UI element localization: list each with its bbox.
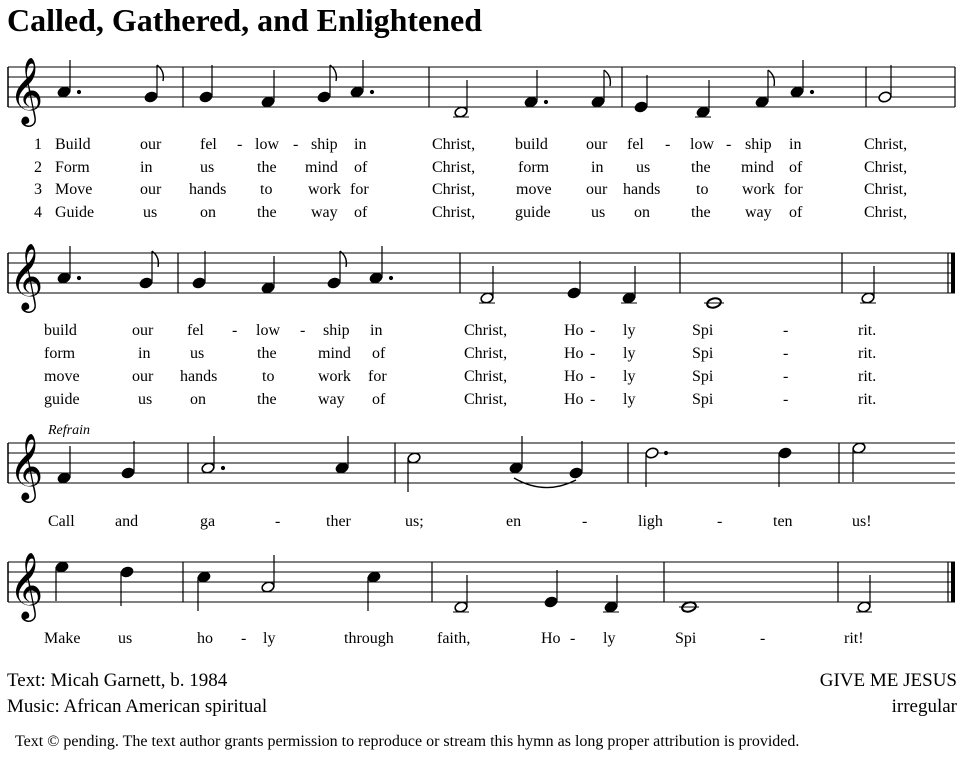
syllable: Spi (692, 345, 714, 362)
syllable: Christ, (864, 204, 908, 221)
syllable: us (143, 204, 158, 221)
syllable: - (590, 345, 596, 362)
note (261, 96, 275, 109)
syllable: ly (263, 630, 276, 647)
meter: irregular (891, 696, 957, 717)
note (261, 581, 275, 594)
syllable: of (354, 204, 368, 221)
note (261, 282, 275, 295)
syllable: Ho (564, 391, 584, 408)
syllable: of (789, 159, 803, 176)
treble-clef-icon: 𝄞 (9, 432, 44, 500)
syllable: en (506, 513, 522, 530)
staff-lines (8, 562, 955, 602)
syllable: - (293, 136, 299, 153)
syllable: way (311, 204, 338, 221)
syllable: Christ, (864, 181, 908, 198)
syllable: Spi (675, 630, 697, 647)
staff-system-1 (0, 40, 963, 140)
syllable: us (190, 345, 205, 362)
note (790, 86, 804, 99)
syllable: mind (741, 159, 774, 176)
syllable: low (690, 136, 714, 153)
note (604, 601, 618, 614)
staff-system-4 (0, 535, 963, 635)
syllable: - (241, 630, 247, 647)
syllable: our (586, 136, 608, 153)
syllable: of (354, 159, 368, 176)
syllable: form (518, 159, 550, 176)
syllable: - (665, 136, 671, 153)
syllable: Christ, (432, 204, 476, 221)
syllable: ten (773, 513, 793, 530)
syllable: us (118, 630, 133, 647)
syllable: - (760, 630, 766, 647)
notes (57, 246, 876, 309)
syllable: ship (745, 136, 772, 153)
final-barline (951, 562, 955, 602)
syllable: Christ, (464, 322, 508, 339)
syllable: in (370, 322, 383, 339)
syllable: ly (623, 322, 636, 339)
syllable: us! (852, 513, 872, 530)
note (878, 91, 892, 104)
syllable: - (582, 513, 588, 530)
note (778, 447, 792, 460)
syllable: in (591, 159, 604, 176)
syllable: move (516, 181, 552, 198)
syllable: form (44, 345, 76, 362)
syllable: Move (55, 181, 93, 198)
note (407, 452, 421, 465)
note (192, 277, 206, 290)
staff-system-3 (0, 420, 963, 520)
note (454, 106, 468, 119)
syllable: in (140, 159, 153, 176)
syllable: Ho (564, 368, 584, 385)
treble-clef-icon: 𝄞 (9, 551, 44, 619)
syllable: in (789, 136, 802, 153)
treble-clef-icon: 𝄞 (9, 56, 44, 124)
syllable: low (255, 136, 279, 153)
note (350, 86, 364, 99)
syllable: and (115, 513, 139, 530)
syllable: on (190, 391, 206, 408)
note (696, 106, 710, 119)
syllable: Christ, (432, 181, 476, 198)
syllable: mind (305, 159, 338, 176)
note (57, 272, 71, 285)
tune-name: GIVE ME JESUS (819, 670, 957, 691)
syllable: for (350, 181, 369, 198)
syllable: ligh (638, 513, 663, 530)
syllable: - (300, 322, 306, 339)
note (367, 571, 381, 584)
syllable: way (318, 391, 345, 408)
verse-number: 3 (34, 181, 42, 198)
syllable: Christ, (432, 136, 476, 153)
syllable: fel (187, 322, 204, 339)
note (121, 467, 135, 480)
syllable: - (570, 630, 576, 647)
note (591, 96, 605, 109)
note (55, 561, 69, 574)
notes (57, 60, 892, 118)
syllable: - (783, 368, 789, 385)
syllable: for (368, 368, 387, 385)
syllable: to (260, 181, 273, 198)
syllable: - (232, 322, 238, 339)
note (852, 442, 866, 455)
syllable: ly (623, 345, 636, 362)
syllable: - (590, 322, 596, 339)
note (199, 91, 213, 104)
syllable: the (257, 159, 277, 176)
syllable: Make (44, 630, 81, 647)
syllable: ho (197, 630, 213, 647)
syllable: guide (515, 204, 551, 221)
syllable: through (344, 630, 394, 647)
note (335, 462, 349, 475)
note (201, 462, 215, 475)
note (327, 277, 341, 290)
syllable: the (257, 204, 277, 221)
verse-number: 2 (34, 159, 42, 176)
syllable: our (132, 322, 154, 339)
syllable: fel (200, 136, 217, 153)
verse-number: 1 (34, 136, 42, 153)
syllable: of (372, 345, 386, 362)
notes (57, 436, 866, 492)
note (144, 91, 158, 104)
note (139, 277, 153, 290)
syllable: work (742, 181, 775, 198)
syllable: rit. (858, 322, 877, 339)
syllable: Ho (541, 630, 561, 647)
syllable: Spi (692, 368, 714, 385)
note (480, 292, 494, 305)
syllable: our (140, 181, 162, 198)
syllable: Christ, (432, 159, 476, 176)
syllable: ga (200, 513, 216, 530)
note (569, 467, 583, 480)
syllable: build (44, 322, 77, 339)
syllable: us (200, 159, 215, 176)
syllable: of (789, 204, 803, 221)
syllable: work (318, 368, 351, 385)
syllable: ly (623, 391, 636, 408)
note (120, 566, 134, 579)
syllable: - (783, 345, 789, 362)
notes (55, 555, 872, 613)
syllable: to (262, 368, 275, 385)
syllable: us; (405, 513, 424, 530)
syllable: in (354, 136, 367, 153)
syllable: - (590, 391, 596, 408)
syllable: to (696, 181, 709, 198)
refrain-label: Refrain (48, 423, 90, 438)
syllable: rit. (858, 391, 877, 408)
syllable: low (256, 322, 280, 339)
staff-lines (8, 253, 955, 293)
hymn-title: Called, Gathered, and Enlightened (7, 2, 483, 38)
verse-number: 4 (34, 204, 42, 221)
syllable: hands (623, 181, 661, 198)
syllable: our (586, 181, 608, 198)
note (197, 571, 211, 584)
syllable: in (138, 345, 151, 362)
note (509, 462, 523, 475)
syllable: ship (311, 136, 338, 153)
syllable: on (634, 204, 650, 221)
syllable: - (726, 136, 732, 153)
note (544, 596, 558, 609)
treble-clef-icon: 𝄞 (9, 242, 44, 310)
syllable: us (591, 204, 606, 221)
syllable: work (308, 181, 341, 198)
note (454, 601, 468, 614)
note (57, 472, 71, 485)
syllable: the (691, 159, 711, 176)
syllable: - (275, 513, 281, 530)
note (857, 601, 871, 614)
note (57, 86, 71, 99)
syllable: Ho (564, 345, 584, 362)
note (317, 91, 331, 104)
syllable: - (783, 391, 789, 408)
syllable: our (132, 368, 154, 385)
final-barline (951, 253, 955, 293)
syllable: hands (180, 368, 218, 385)
note (634, 101, 648, 114)
syllable: rit. (858, 368, 877, 385)
syllable: rit! (844, 630, 864, 647)
syllable: way (745, 204, 772, 221)
syllable: - (783, 322, 789, 339)
syllable: Spi (692, 322, 714, 339)
syllable: ther (326, 513, 351, 530)
syllable: Build (55, 136, 91, 153)
syllable: Form (55, 159, 90, 176)
syllable: faith, (437, 630, 471, 647)
note (567, 287, 581, 300)
syllable: the (257, 345, 277, 362)
syllable: Christ, (864, 136, 908, 153)
syllable: build (515, 136, 548, 153)
syllable: the (257, 391, 277, 408)
syllable: hands (189, 181, 227, 198)
syllable: ly (603, 630, 616, 647)
syllable: mind (318, 345, 351, 362)
note (622, 292, 636, 305)
syllable: Guide (55, 204, 95, 221)
syllable: ship (323, 322, 350, 339)
copyright-notice: Text © pending. The text author grants permission to reproduce or stream this hymn as long proper attribution is provided. (15, 733, 800, 750)
syllable: - (590, 368, 596, 385)
syllable: Christ, (464, 345, 508, 362)
syllable: Spi (692, 391, 714, 408)
syllable: move (44, 368, 80, 385)
syllable: fel (627, 136, 644, 153)
syllable: the (691, 204, 711, 221)
syllable: for (784, 181, 803, 198)
syllable: guide (44, 391, 80, 408)
note (524, 96, 538, 109)
syllable: - (717, 513, 723, 530)
syllable: our (140, 136, 162, 153)
text-credit: Text: Micah Garnett, b. 1984 (7, 670, 228, 691)
syllable: rit. (858, 345, 877, 362)
note (755, 96, 769, 109)
syllable: Christ, (864, 159, 908, 176)
syllable: Call (48, 513, 75, 530)
syllable: on (200, 204, 216, 221)
syllable: - (237, 136, 243, 153)
staff-system-2 (0, 216, 963, 316)
syllable: Christ, (464, 391, 508, 408)
syllable: Christ, (464, 368, 508, 385)
syllable: ly (623, 368, 636, 385)
syllable: of (372, 391, 386, 408)
syllable: Ho (564, 322, 584, 339)
note (369, 272, 383, 285)
music-credit: Music: African American spiritual (7, 696, 268, 717)
syllable: us (636, 159, 651, 176)
note (645, 447, 659, 460)
syllable: us (138, 391, 153, 408)
note (861, 292, 875, 305)
staff-lines (8, 443, 955, 483)
